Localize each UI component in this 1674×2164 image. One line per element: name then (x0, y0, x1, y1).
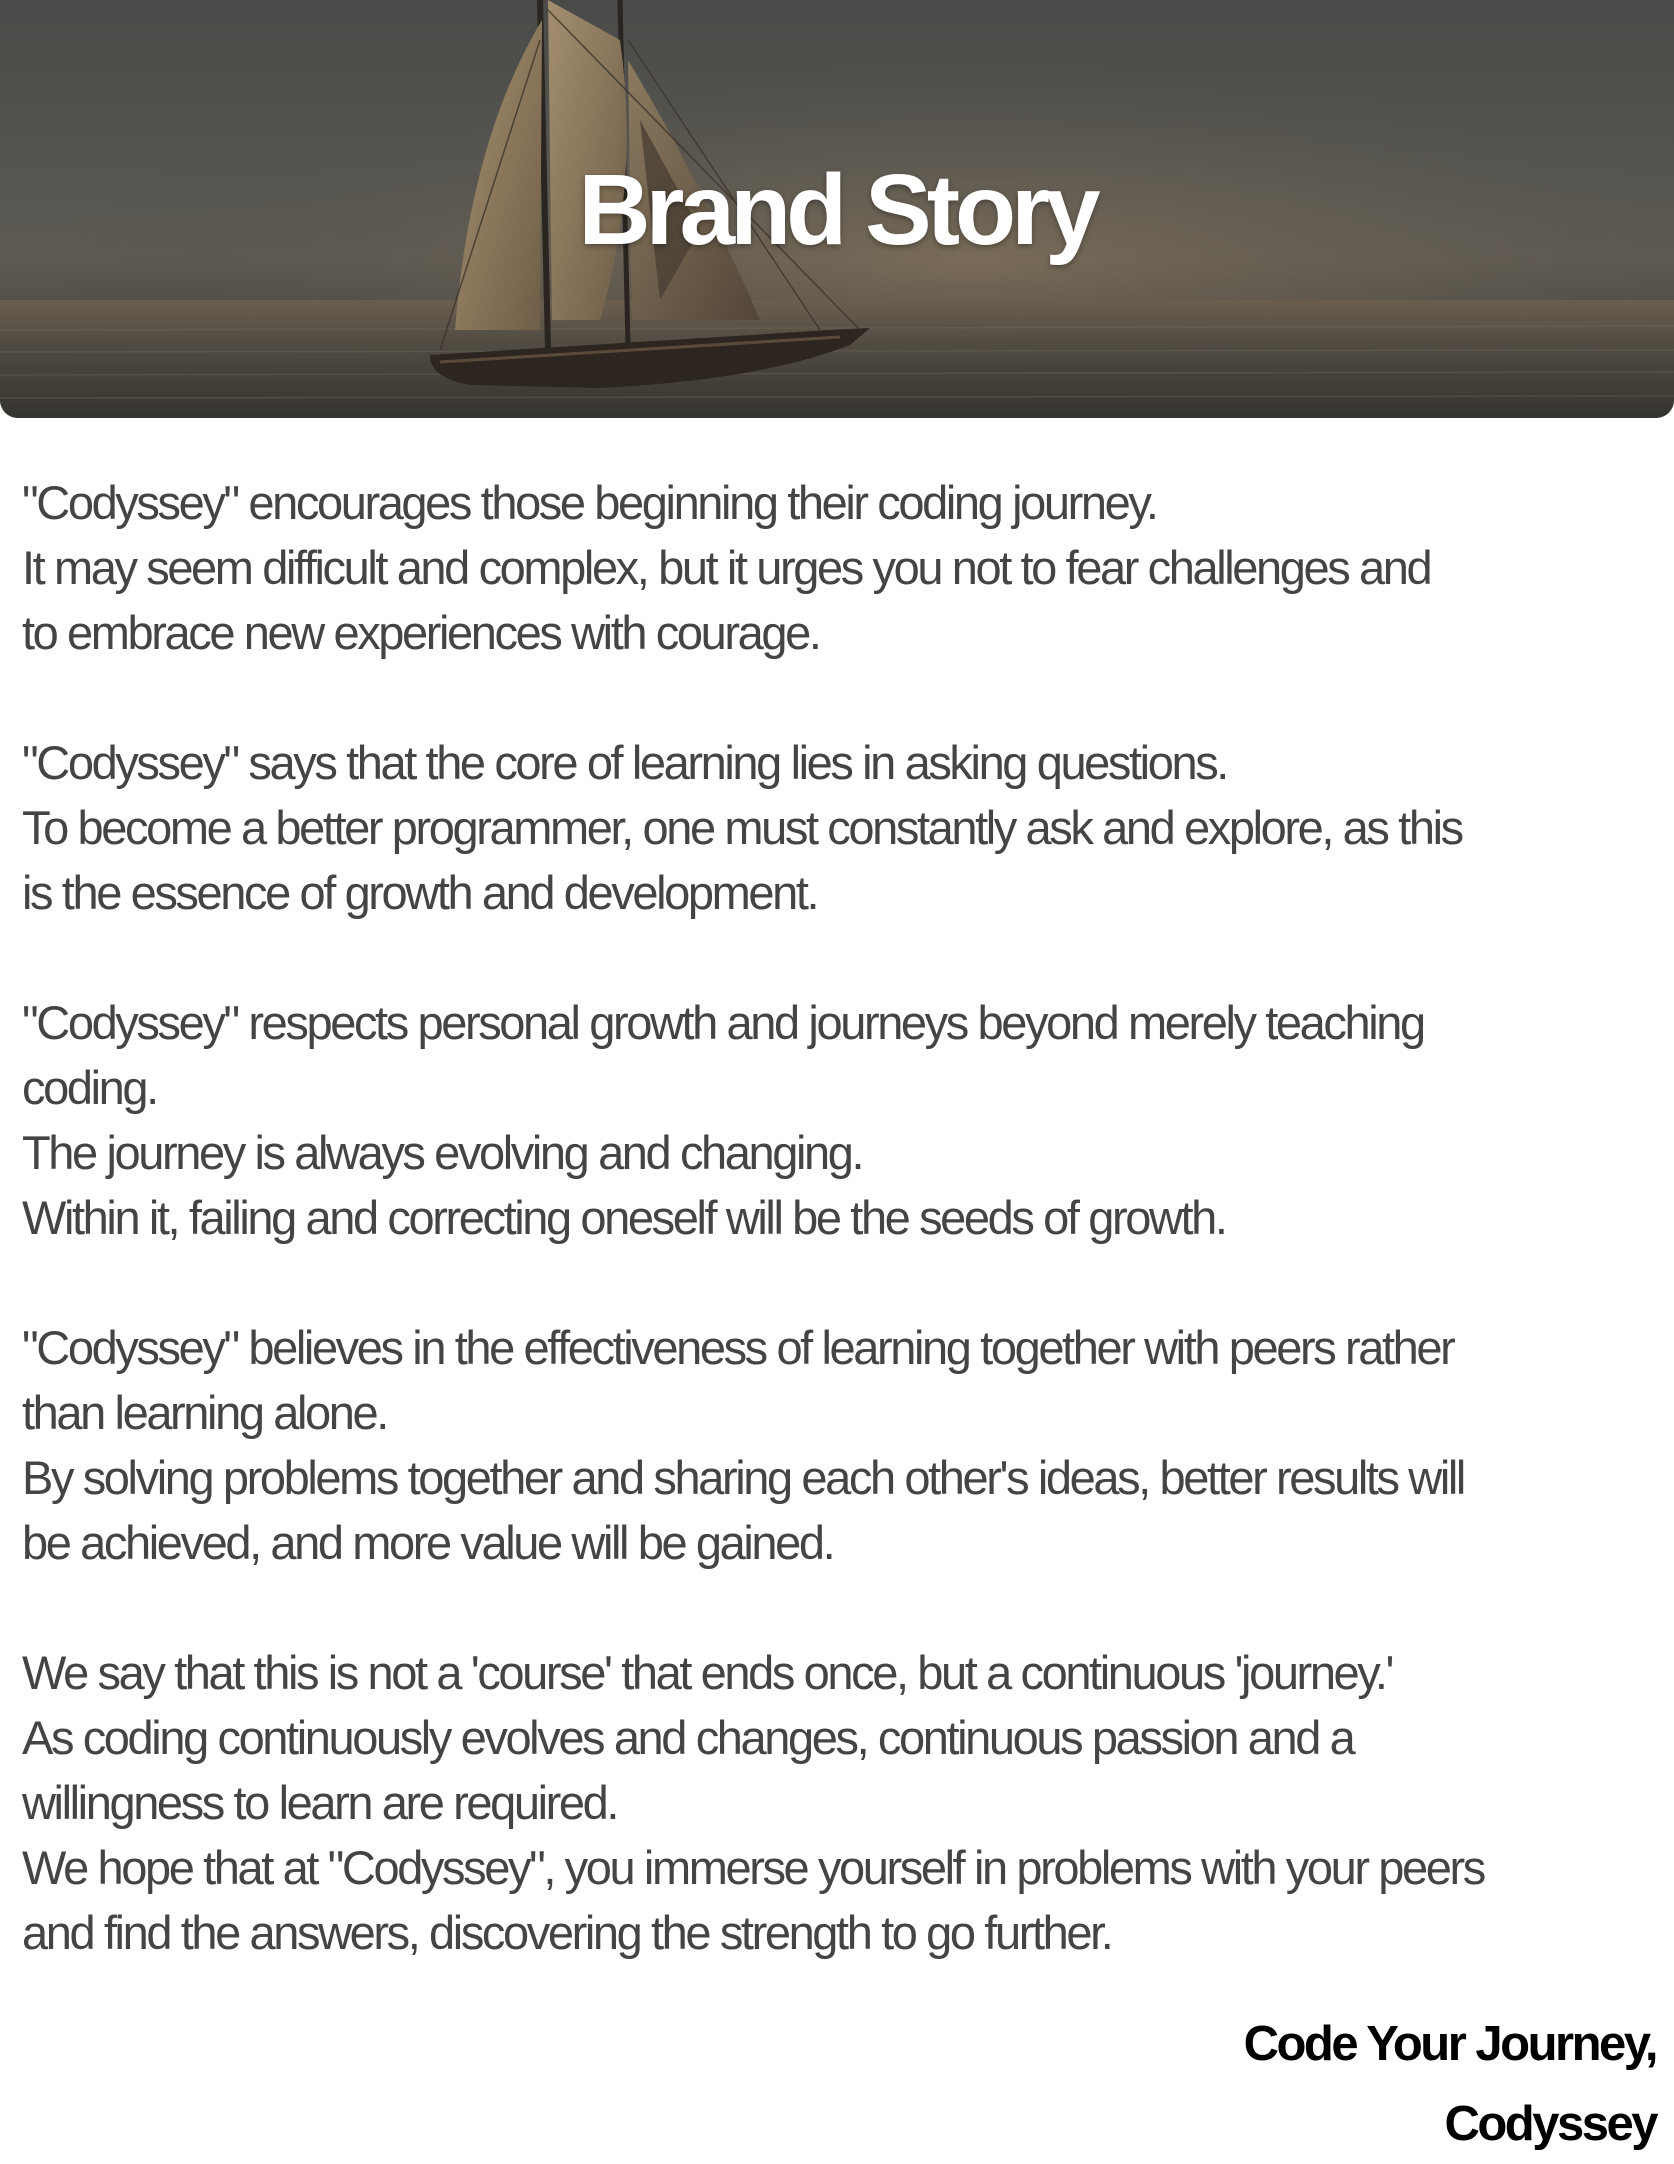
paragraph-line: is the essence of growth and development. (22, 866, 818, 919)
hero-banner (0, 0, 1674, 418)
paragraph-line: Within it, failing and correcting oneself will be the seeds of growth. (22, 1191, 1226, 1244)
paragraph-line: and find the answers, discovering the strength to go further. (22, 1906, 1112, 1959)
story-paragraph (22, 470, 1662, 665)
signature-tagline: Code Your Journey, (1243, 2017, 1656, 2071)
brand-story-text (22, 470, 1662, 2030)
paragraph-line: willingness to learn are required. (22, 1776, 618, 1829)
signature-brand: Codyssey (1444, 2097, 1656, 2151)
paragraph-line: We hope that at "Codyssey", you immerse yourself in problems with your peers (22, 1841, 1484, 1894)
paragraph-line: coding. (22, 1061, 157, 1114)
paragraph-line: To become a better programmer, one must constantly ask and explore, as this (22, 801, 1462, 854)
paragraph-line: The journey is always evolving and changing. (22, 1126, 863, 1179)
paragraph-line: As coding continuously evolves and changes, continuous passion and a (22, 1711, 1354, 1764)
paragraph-line: "Codyssey" respects personal growth and journeys beyond merely teaching (22, 996, 1424, 1049)
story-paragraph (22, 1640, 1662, 1965)
page-title: Brand Story (578, 154, 1096, 266)
paragraph-line: "Codyssey" believes in the effectiveness of learning together with peers rather (22, 1321, 1454, 1374)
paragraph-line: to embrace new experiences with courage. (22, 606, 820, 659)
paragraph-line: We say that this is not a 'course' that ends once, but a continuous 'journey.' (22, 1646, 1393, 1699)
story-paragraph (22, 990, 1662, 1250)
signature (1244, 2004, 1656, 2164)
paragraph-line: "Codyssey" encourages those beginning their coding journey. (22, 476, 1157, 529)
paragraph-line: "Codyssey" says that the core of learning lies in asking questions. (22, 736, 1227, 789)
paragraph-line: By solving problems together and sharing each other's ideas, better results will (22, 1451, 1464, 1504)
paragraph-line: It may seem difficult and complex, but it urges you not to fear challenges and (22, 541, 1431, 594)
story-paragraph (22, 730, 1662, 925)
paragraph-line: be achieved, and more value will be gained. (22, 1516, 834, 1569)
paragraph-line: than learning alone. (22, 1386, 387, 1439)
story-paragraph (22, 1315, 1662, 1575)
